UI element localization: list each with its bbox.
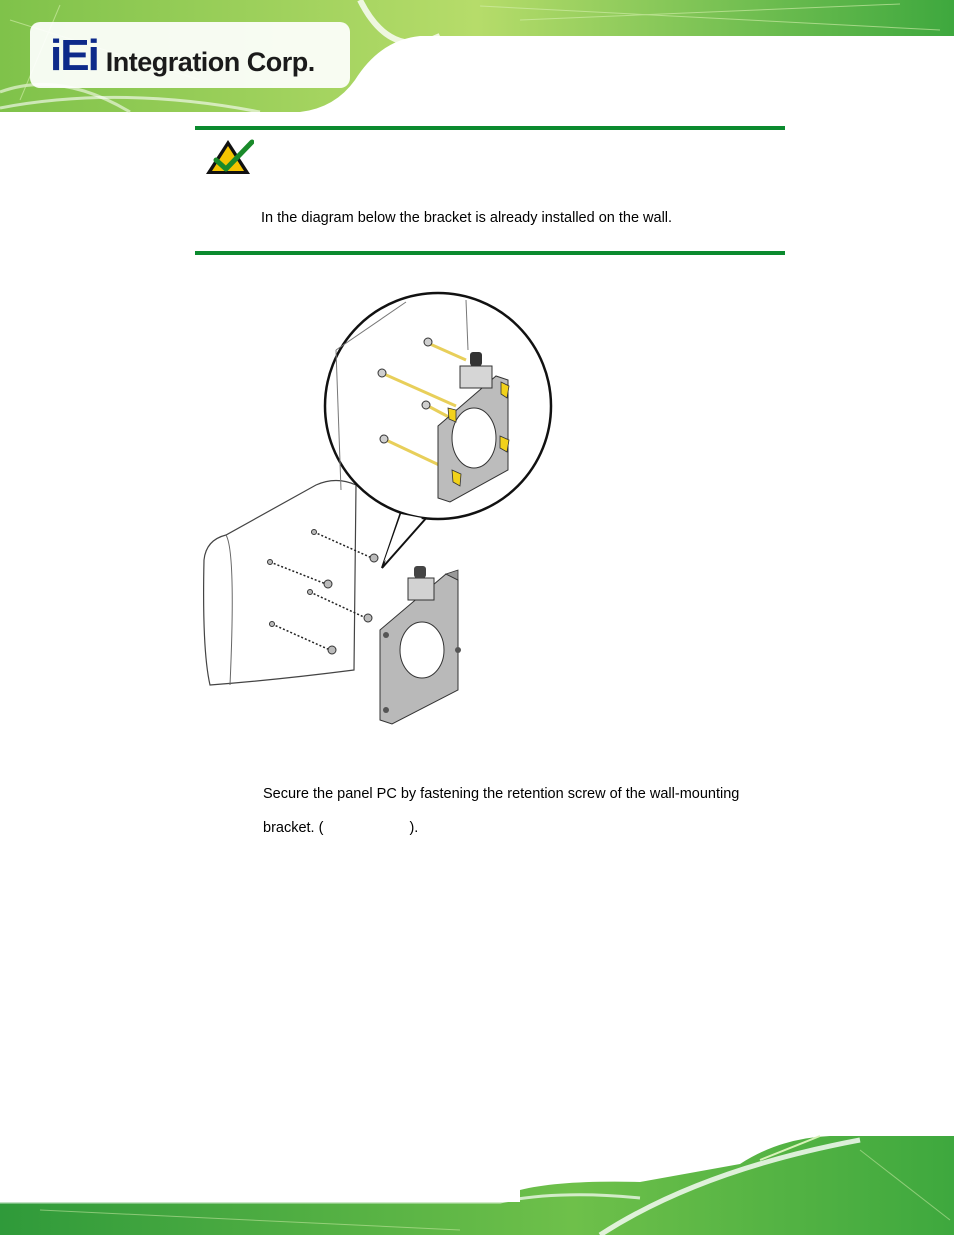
step-text-line2 (263, 820, 418, 836)
note-text: In the diagram below the bracket is already installed on the wall. (261, 210, 673, 226)
step-text-line1: Secure the panel PC by fastening the retention screw of the wall-mounting (263, 786, 740, 802)
logo-name: Integration Corp. (105, 47, 315, 77)
note-bottom-rule (195, 251, 785, 255)
checkmark-note-icon (204, 138, 254, 176)
company-logo (50, 28, 315, 78)
note-top-rule (195, 126, 785, 130)
step-text-suffix: ). (409, 820, 419, 836)
wall-mount-diagram (196, 290, 566, 730)
footer-banner (0, 1130, 954, 1235)
step-text-prefix: bracket. ( (263, 820, 324, 836)
logo-mark: iEi (50, 31, 98, 80)
